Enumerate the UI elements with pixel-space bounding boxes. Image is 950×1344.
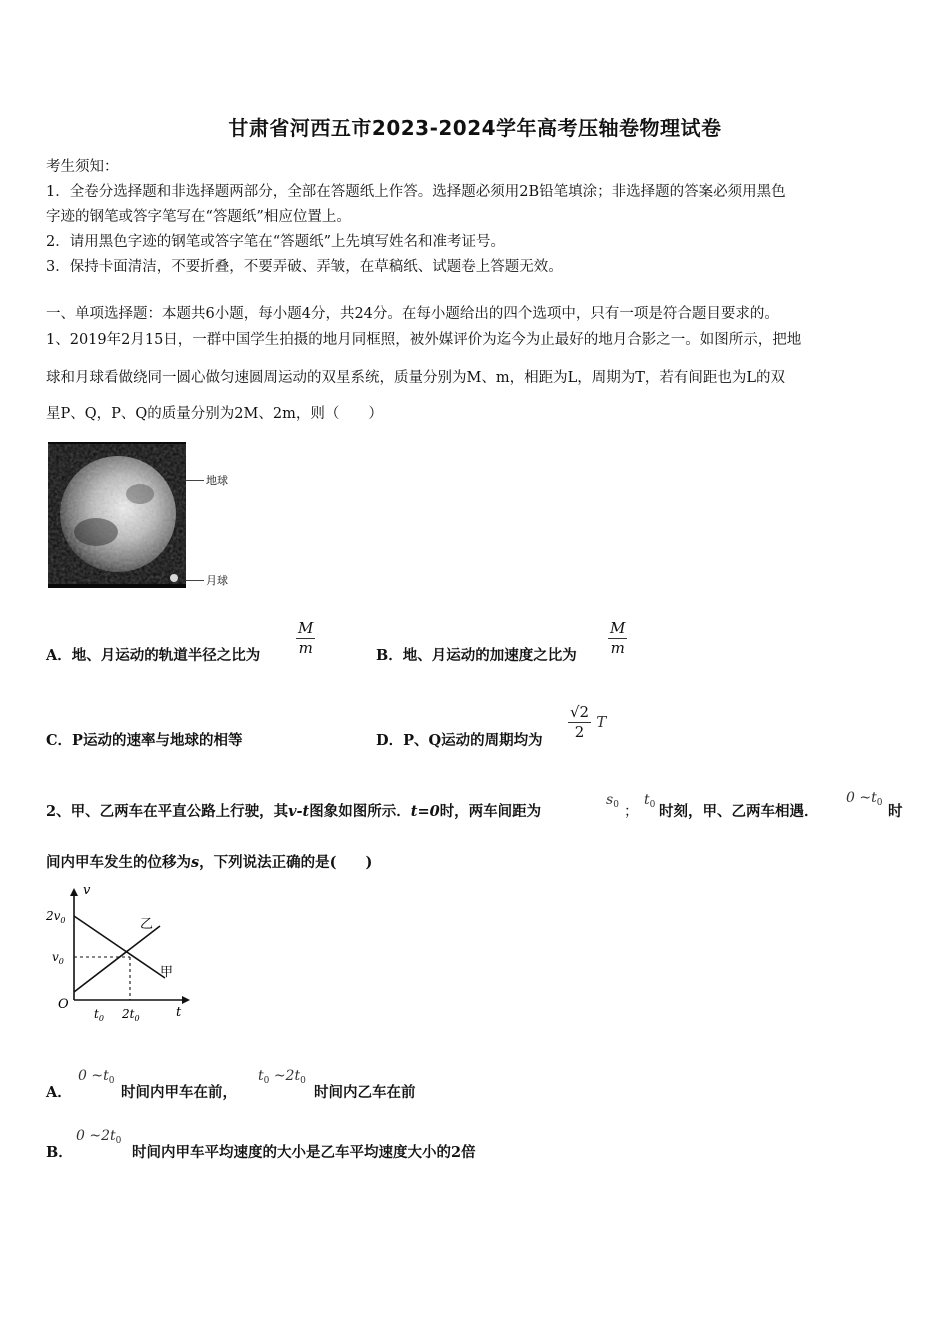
notice-line-1b: 字迹的钢笔或答字笔写在“答题纸”相应位置上。 <box>46 209 351 225</box>
q2-text: 2、甲、乙两车在平直公路上行驶，其 <box>46 803 289 820</box>
subscript: 0 <box>58 957 64 966</box>
q2-s: s <box>191 854 200 871</box>
earth-pointer-line <box>186 480 204 481</box>
q2-option-a-text2: 时间内乙车在前 <box>314 1084 416 1101</box>
option-b-text: B．地、月运动的加速度之比为 <box>376 647 577 664</box>
notice-line-3: 3．保持卡面清洁，不要折叠，不要弄破、弄皱，在草稿纸、试题卷上答题无效。 <box>46 259 563 275</box>
period-symbol: T <box>596 713 607 731</box>
line-yi <box>74 926 160 992</box>
label-moon: 月球 <box>206 574 228 587</box>
frac-num: √2 <box>570 703 590 721</box>
option-d-fraction <box>568 704 606 740</box>
label-v0 <box>52 950 64 966</box>
frac-num: M <box>610 619 626 637</box>
label-2t0-text: 2t <box>122 1007 135 1021</box>
q2-text: 时，两车间距为 <box>439 803 542 820</box>
label-jia: 甲 <box>160 965 174 980</box>
label-v0-text: v <box>52 950 59 964</box>
range-text: 0 ~t <box>846 790 877 806</box>
subscript: 0 <box>263 1076 270 1086</box>
subscript: 0 <box>300 1076 306 1086</box>
label-earth: 地球 <box>206 474 228 487</box>
option-b-fraction <box>608 620 627 656</box>
q2-option-a-math2 <box>258 1068 306 1086</box>
q2-s0 <box>606 792 619 810</box>
subscript: 0 <box>60 916 66 925</box>
page-title: 甘肃省河西五市2023-2024学年高考压轴卷物理试卷 <box>228 116 722 140</box>
subscript: 0 <box>98 1014 104 1023</box>
t-symbol: t <box>644 792 650 808</box>
subscript: 0 <box>613 800 619 810</box>
notice-line-1: 1．全卷分选择题和非选择题两部分，全部在答题纸上作答。选择题必须用2B铅笔填涂；非选择题的答案必须用黑色 <box>46 184 786 200</box>
range-text: ~2t <box>269 1068 301 1084</box>
q2-option-a-label[interactable]: A． <box>46 1084 72 1101</box>
q1-line-2: 球和月球看做绕同一圆心做匀速圆周运动的双星系统，质量分别为M、m，相距为L，周期为T，若有间距也为L的双 <box>46 370 786 386</box>
q1-line-3: 星P、Q，P、Q的质量分别为2M、2m，则（ ） <box>46 406 383 422</box>
range-text: 0 ~2t <box>76 1128 116 1144</box>
t-axis-arrow <box>182 996 190 1004</box>
label-t: t <box>176 1005 182 1020</box>
q2-option-a-math1 <box>78 1068 114 1086</box>
q2-line-1 <box>46 800 541 821</box>
label-t0 <box>94 1007 104 1023</box>
q1-option-c[interactable] <box>46 729 242 750</box>
subscript: 0 <box>108 1076 115 1086</box>
label-2v0 <box>45 909 66 925</box>
q2-range <box>846 790 882 808</box>
q1-option-d[interactable] <box>376 729 543 750</box>
option-d-text: D．P、Q运动的周期均为 <box>376 732 543 749</box>
q2-option-a-text1: 时间内甲车在前， <box>121 1084 237 1101</box>
label-2v0-text: 2v <box>46 909 61 923</box>
q1-option-a[interactable] <box>46 644 260 665</box>
subscript: 0 <box>134 1014 140 1023</box>
range-text: t <box>258 1068 264 1084</box>
s-symbol: s <box>606 792 614 808</box>
moon-pointer-line <box>186 580 204 581</box>
q2-option-b-math <box>76 1128 121 1146</box>
notice-line-2: 2．请用黑色字迹的钢笔或答字笔在“答题纸”上先填写姓名和准考证号。 <box>46 234 506 250</box>
label-v: v <box>83 883 91 898</box>
subscript: 0 <box>876 798 883 808</box>
q2-vt: v-t <box>288 803 310 820</box>
subscript: 0 <box>115 1136 122 1146</box>
q2-option-b-text: 时间内甲车平均速度的大小是乙车平均速度大小的2倍 <box>132 1144 476 1161</box>
section-heading: 一、单项选择题：本题共6小题，每小题4分，共24分。在每小题给出的四个选项中，只有一项是符合题目要求的。 <box>46 306 779 322</box>
q2-text: ，下列说法正确的是( ) <box>199 854 373 871</box>
v-axis-arrow <box>70 888 78 896</box>
q2-t-zero: t=0 <box>410 803 440 820</box>
q2-t0 <box>644 792 655 810</box>
q1-option-b[interactable] <box>376 644 577 665</box>
option-a-text: A．地、月运动的轨道半径之比为 <box>46 647 261 664</box>
label-t0-text: t <box>94 1007 99 1021</box>
vt-graph <box>44 882 194 1024</box>
q2-semicolon: ； <box>624 804 639 820</box>
q2-option-b-label[interactable]: B． <box>46 1144 73 1161</box>
subscript: 0 <box>649 800 656 810</box>
frac-den: 2 <box>574 722 585 741</box>
earth-moon-photo <box>48 442 186 588</box>
q2-text: 间内甲车发生的位移为 <box>46 854 191 871</box>
notice-heading: 考生须知： <box>46 159 119 175</box>
q2-shi: 时 <box>888 803 903 820</box>
label-2t0 <box>121 1007 140 1023</box>
q2-meet-text: 时刻，甲、乙两车相遇． <box>659 803 819 820</box>
range-text: 0 ~t <box>78 1068 109 1084</box>
frac-den: m <box>298 638 313 657</box>
q2-line-2 <box>46 851 372 872</box>
frac-num: M <box>298 619 314 637</box>
q2-text: 图象如图所示． <box>309 803 411 820</box>
label-yi: 乙 <box>140 917 154 932</box>
label-origin: O <box>58 997 69 1012</box>
option-c-text: C．P运动的速率与地球的相等 <box>46 732 243 749</box>
q1-line-1: 1、2019年2月15日，一群中国学生拍摄的地月同框照，被外媒评价为迄今为止最好的地月合影之一。如图所示，把地 <box>46 332 802 348</box>
earth-image <box>48 442 186 588</box>
frac-den: m <box>610 638 625 657</box>
option-a-fraction <box>296 620 315 656</box>
